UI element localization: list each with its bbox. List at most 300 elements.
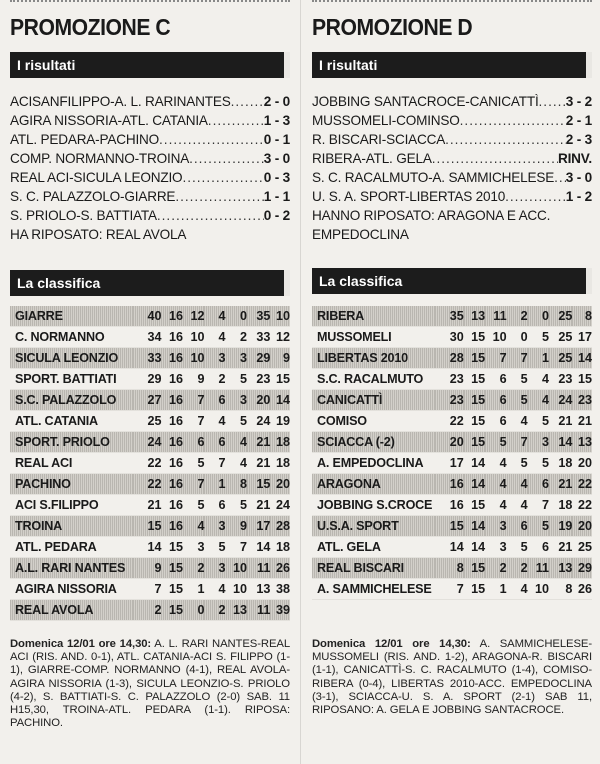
leader-dots	[182, 168, 263, 187]
team-name: REAL BISCARI	[312, 558, 435, 579]
stat-cell: 16	[449, 498, 464, 512]
stat-cell: 4	[520, 582, 528, 596]
stat-cell: 17	[577, 330, 592, 344]
match-name: U. S. A. SPORT-LIBERTAS 2010	[312, 189, 506, 204]
stat-cell: 3	[204, 558, 225, 579]
stat-cell: 7	[485, 348, 506, 369]
stat-cell: 4	[520, 498, 528, 512]
results-header: I risultati	[312, 52, 592, 78]
stat-cell: 2	[133, 600, 162, 621]
team-name: A. SAMMICHELESE	[317, 582, 432, 596]
stat-cell: 4	[218, 582, 226, 596]
match-name: REAL ACI-SICULA LEONZIO	[10, 170, 183, 185]
stat-cell: 8	[572, 306, 592, 327]
results-list	[10, 92, 290, 244]
stat-cell: 22	[449, 414, 464, 428]
stat-cell: 15	[471, 582, 486, 596]
stat-cell: 9	[226, 516, 247, 537]
stat-cell: 6	[499, 414, 507, 428]
match-score: 1 - 3	[263, 113, 290, 128]
team-name: SPORT. BATTIATI	[15, 372, 117, 386]
leader-dots	[231, 92, 264, 111]
team-name: S.C. PALAZZOLO	[10, 390, 133, 411]
stat-cell: 3	[204, 348, 225, 369]
stat-cell: 10	[226, 558, 247, 579]
stat-cell: 5	[485, 432, 506, 453]
standings-table	[312, 306, 592, 600]
standings-row	[10, 306, 290, 327]
match-score: 3 - 0	[565, 170, 592, 185]
stat-cell: 2	[218, 372, 226, 386]
stat-cell: 10	[492, 330, 507, 344]
stat-cell: 16	[435, 474, 464, 495]
standings-row	[10, 579, 290, 600]
stat-cell: 23	[572, 390, 592, 411]
stat-cell: 10	[535, 582, 550, 596]
stat-cell: 14	[471, 540, 486, 554]
result-row	[10, 206, 290, 225]
stat-cell: 19	[549, 516, 572, 537]
standings-row	[10, 411, 290, 432]
stat-cell: 5	[239, 372, 247, 386]
stat-cell: 18	[270, 432, 290, 453]
match-score: 1 - 1	[263, 189, 290, 204]
match-score: 0 - 3	[263, 170, 290, 185]
leader-dots	[554, 168, 566, 187]
standings-row	[10, 453, 290, 474]
stat-cell: 16	[168, 498, 183, 512]
stat-cell: 5	[542, 330, 550, 344]
match-name: ATL. PEDARA-PACHINO	[10, 132, 160, 147]
match-name: S. C. RACALMUTO-A. SAMMICHELESE	[312, 170, 555, 185]
stat-cell: 4	[239, 456, 247, 470]
stat-cell: 4	[218, 414, 226, 428]
match-score: 0 - 2	[263, 208, 290, 223]
stat-cell: 2	[204, 600, 225, 621]
stat-cell: 7	[183, 390, 204, 411]
promozione-d-column	[312, 12, 592, 244]
match-score: 0 - 1	[263, 132, 290, 147]
stat-cell: 3	[197, 540, 205, 554]
stat-cell: 15	[161, 558, 182, 579]
standings-row	[10, 432, 290, 453]
stat-cell: 21	[558, 414, 573, 428]
standings-row	[312, 327, 592, 348]
stat-cell: 33	[256, 330, 271, 344]
stat-cell: 15	[464, 348, 485, 369]
rest-note: HANNO RIPOSATO: ARAGONA E ACC. EMPEDOCLINA	[312, 208, 551, 242]
stat-cell: 21	[147, 498, 162, 512]
result-row	[312, 92, 592, 111]
stat-cell: 14	[256, 540, 271, 554]
stat-cell: 4	[218, 330, 226, 344]
stat-cell: 3	[204, 516, 225, 537]
stat-cell: 28	[435, 348, 464, 369]
stat-cell: 5	[520, 456, 528, 470]
results-header: I risultati	[10, 52, 290, 78]
stat-cell: 14	[471, 456, 486, 470]
stat-cell: 14	[147, 540, 162, 554]
stat-cell: 16	[168, 414, 183, 428]
stat-cell: 4	[204, 306, 225, 327]
result-row	[10, 187, 290, 206]
stat-cell: 5	[542, 456, 550, 470]
match-name: S. PRIOLO-S. BATTIATA	[10, 208, 157, 223]
leader-dots	[432, 149, 558, 168]
stat-cell: 20	[572, 516, 592, 537]
stat-cell: 6	[183, 432, 204, 453]
stat-cell: 4	[499, 456, 507, 470]
stat-cell: 10	[183, 348, 204, 369]
standings-row	[10, 348, 290, 369]
stat-cell: 11	[247, 600, 270, 621]
stat-cell: 24	[275, 498, 290, 512]
stat-cell: 13	[572, 432, 592, 453]
standings-row	[312, 558, 592, 579]
stat-cell: 25	[549, 306, 572, 327]
stat-cell: 27	[133, 390, 162, 411]
stat-cell: 2	[183, 558, 204, 579]
stat-cell: 15	[275, 372, 290, 386]
stat-cell: 25	[549, 348, 572, 369]
stat-cell: 4	[528, 390, 549, 411]
team-name: GIARRE	[10, 306, 133, 327]
stat-cell: 10	[270, 306, 290, 327]
standings-table	[10, 306, 290, 621]
stat-cell: 21	[558, 540, 573, 554]
match-score: 2 - 1	[565, 113, 592, 128]
stat-cell: 35	[435, 306, 464, 327]
stat-cell: 6	[507, 516, 528, 537]
stat-cell: 8	[435, 558, 464, 579]
match-name: S. C. PALAZZOLO-GIARRE	[10, 189, 176, 204]
stat-cell: 7	[154, 582, 162, 596]
stat-cell: 2	[239, 330, 247, 344]
stat-cell: 3	[226, 390, 247, 411]
stat-cell: 15	[435, 516, 464, 537]
team-name: ACI S.FILIPPO	[15, 498, 99, 512]
team-name: CANICATTÌ	[312, 390, 435, 411]
stat-cell: 6	[204, 390, 225, 411]
stat-cell: 15	[133, 516, 162, 537]
standings-row	[312, 579, 592, 600]
stat-cell: 25	[558, 330, 573, 344]
stat-cell: 34	[147, 330, 162, 344]
result-row	[10, 111, 290, 130]
stat-cell: 4	[542, 372, 550, 386]
stat-cell: 21	[247, 432, 270, 453]
standings-row	[312, 390, 592, 411]
result-row	[312, 187, 592, 206]
stat-cell: 15	[577, 372, 592, 386]
stat-cell: 1	[204, 474, 225, 495]
stat-cell: 33	[133, 348, 162, 369]
stat-cell: 0	[528, 306, 549, 327]
stat-cell: 16	[161, 474, 182, 495]
stat-cell: 1	[499, 582, 507, 596]
stat-cell: 20	[435, 432, 464, 453]
stat-cell: 19	[275, 414, 290, 428]
team-name: ATL. PEDARA	[15, 540, 97, 554]
standings-header-right: La classifica	[312, 268, 592, 294]
next-round-head: Domenica 12/01 ore 14,30:	[10, 638, 152, 650]
stat-cell: 20	[270, 474, 290, 495]
standings-row	[10, 537, 290, 558]
stat-cell: 14	[572, 348, 592, 369]
standings-row	[312, 537, 592, 558]
stat-cell: 3	[528, 432, 549, 453]
stat-cell: 7	[542, 498, 550, 512]
stat-cell: 39	[270, 600, 290, 621]
next-round-text: A. SAMMICHELESE-MUSSOMELI (RIS. AND. 1-2), ARAGONA-R. BISCARI (1-1), CANICATTÌ-S. C. RACALMUTO (1-4), COMISO-RIBERA (0-4), LIBERTAS 2010-ACC. EMPEDOCLINA (3-1), SCIACCA-U. S. A. SPORT (2-1) SAB 11, RIPOSANO: A. GELA E JOBBING SANTACROCE.	[312, 638, 592, 717]
standings-row	[10, 327, 290, 348]
stat-cell: 13	[226, 600, 247, 621]
stat-cell: 21	[577, 414, 592, 428]
stat-cell: 29	[572, 558, 592, 579]
stat-cell: 21	[549, 474, 572, 495]
stat-cell: 3	[485, 516, 506, 537]
standings-row	[312, 369, 592, 390]
standings-table-right-wrap	[312, 306, 592, 600]
team-name: TROINA	[10, 516, 133, 537]
stat-cell: 15	[464, 432, 485, 453]
stat-cell: 29	[247, 348, 270, 369]
team-name: REAL ACI	[15, 456, 73, 470]
stat-cell: 30	[449, 330, 464, 344]
stat-cell: 15	[247, 474, 270, 495]
stat-cell: 3	[226, 348, 247, 369]
result-row	[10, 130, 290, 149]
stat-cell: 8	[226, 474, 247, 495]
column-divider	[300, 0, 301, 764]
team-name: AGIRA NISSORIA	[15, 582, 117, 596]
result-row	[312, 149, 592, 168]
stat-cell: 6	[542, 540, 550, 554]
match-name: JOBBING SANTACROCE-CANICATTÌ	[312, 94, 539, 109]
stat-cell: 15	[471, 414, 486, 428]
stat-cell: 4	[507, 474, 528, 495]
leader-dots	[189, 149, 264, 168]
stat-cell: 25	[147, 414, 162, 428]
leader-dots	[175, 187, 263, 206]
stat-cell: 5	[197, 456, 205, 470]
team-name: A. EMPEDOCLINA	[317, 456, 424, 470]
stat-cell: 1	[197, 582, 205, 596]
stat-cell: 15	[471, 372, 486, 386]
stat-cell: 23	[435, 390, 464, 411]
stat-cell: 12	[183, 306, 204, 327]
stat-cell: 25	[577, 540, 592, 554]
stat-cell: 11	[247, 558, 270, 579]
stat-cell: 5	[520, 540, 528, 554]
stat-cell: 28	[270, 516, 290, 537]
match-name: MUSSOMELI-COMINSO	[312, 113, 460, 128]
stat-cell: 18	[275, 540, 290, 554]
team-name: ARAGONA	[312, 474, 435, 495]
stat-cell: 9	[270, 348, 290, 369]
stat-cell: 20	[577, 456, 592, 470]
stat-cell: 14	[549, 432, 572, 453]
stat-cell: 7	[218, 456, 226, 470]
standings-row	[312, 474, 592, 495]
stat-cell: 6	[218, 498, 226, 512]
stat-cell: 2	[507, 558, 528, 579]
stat-cell: 35	[247, 306, 270, 327]
stat-cell: 6	[499, 372, 507, 386]
next-round-head: Domenica 12/01 ore 14,30:	[312, 638, 471, 650]
stat-cell: 23	[449, 372, 464, 386]
team-name: ATL. GELA	[317, 540, 381, 554]
stat-cell: 4	[520, 414, 528, 428]
standings-row	[312, 411, 592, 432]
top-dotted-rule-left	[10, 0, 290, 6]
stat-cell: 7	[507, 348, 528, 369]
stat-cell: 5	[528, 516, 549, 537]
match-name: R. BISCARI-SCIACCA	[312, 132, 446, 147]
stat-cell: 16	[161, 390, 182, 411]
team-name: RIBERA	[312, 306, 435, 327]
result-row	[10, 149, 290, 168]
leader-dots	[445, 130, 566, 149]
stat-cell: 10	[232, 582, 247, 596]
standings-header-left: La classifica	[10, 270, 290, 296]
result-row	[10, 92, 290, 111]
stat-cell: 15	[464, 390, 485, 411]
stat-cell: 7	[239, 540, 247, 554]
stat-cell: 18	[558, 498, 573, 512]
stat-cell: 26	[577, 582, 592, 596]
stat-cell: 14	[464, 516, 485, 537]
stat-cell: 24	[549, 390, 572, 411]
stat-cell: 17	[449, 456, 464, 470]
leader-dots	[460, 111, 566, 130]
stat-cell: 16	[161, 348, 182, 369]
leader-dots	[157, 206, 264, 225]
match-score: 2 - 0	[263, 94, 290, 109]
stat-cell: 0	[226, 306, 247, 327]
stat-cell: 29	[147, 372, 162, 386]
stat-cell: 14	[270, 390, 290, 411]
stat-cell: 15	[471, 498, 486, 512]
result-row	[10, 168, 290, 187]
stat-cell: 16	[168, 372, 183, 386]
stat-cell: 16	[161, 306, 182, 327]
stat-cell: 20	[247, 390, 270, 411]
stat-cell: 13	[256, 582, 271, 596]
leader-dots	[159, 130, 264, 149]
stat-cell: 21	[256, 456, 271, 470]
stat-cell: 2	[485, 558, 506, 579]
stat-cell: 26	[270, 558, 290, 579]
leader-dots	[539, 92, 566, 111]
match-name: AGIRA NISSORIA-ATL. CATANIA	[10, 113, 208, 128]
standings-row	[312, 516, 592, 537]
stat-cell: 1	[528, 348, 549, 369]
stat-cell: 16	[168, 330, 183, 344]
stat-cell: 22	[147, 456, 162, 470]
stat-cell: 22	[577, 498, 592, 512]
stat-cell: 3	[499, 540, 507, 554]
stat-cell: 16	[161, 432, 182, 453]
match-score: 3 - 2	[565, 94, 592, 109]
stat-cell: 17	[247, 516, 270, 537]
match-score: 3 - 0	[263, 151, 290, 166]
standings-row	[10, 495, 290, 516]
stat-cell: 8	[565, 582, 573, 596]
standings-row	[312, 453, 592, 474]
standings-row	[10, 474, 290, 495]
team-name: S.C. RACALMUTO	[317, 372, 424, 386]
stat-cell: 14	[464, 474, 485, 495]
match-score: RINV.	[557, 151, 592, 166]
result-row	[312, 130, 592, 149]
match-name: COMP. NORMANNO-TROINA	[10, 151, 190, 166]
stat-cell: 5	[218, 540, 226, 554]
stat-cell: 6	[204, 432, 225, 453]
standings-row	[10, 369, 290, 390]
section-title: PROMOZIONE C	[10, 14, 171, 40]
stat-cell: 22	[572, 474, 592, 495]
top-dotted-rule-right	[312, 0, 592, 6]
stat-cell: 7	[197, 414, 205, 428]
stat-cell: 2	[507, 306, 528, 327]
leader-dots	[208, 111, 264, 130]
stat-cell: 12	[275, 330, 290, 344]
stat-cell: 6	[485, 390, 506, 411]
stat-cell: 23	[256, 372, 271, 386]
stat-cell: 7	[507, 432, 528, 453]
team-name: A.L. RARI NANTES	[10, 558, 133, 579]
stat-cell: 4	[499, 498, 507, 512]
team-name: REAL AVOLA	[10, 600, 133, 621]
stat-cell: 9	[197, 372, 205, 386]
match-score: 2 - 3	[565, 132, 592, 147]
stat-cell: 11	[528, 558, 549, 579]
stat-cell: 0	[183, 600, 204, 621]
stat-cell: 18	[558, 456, 573, 470]
stat-cell: 22	[133, 474, 162, 495]
stat-cell: 11	[485, 306, 506, 327]
stat-cell: 4	[485, 474, 506, 495]
stat-cell: 24	[133, 432, 162, 453]
standings-row	[312, 306, 592, 327]
stat-cell: 5	[520, 372, 528, 386]
standings-row	[312, 495, 592, 516]
stat-cell: 15	[471, 330, 486, 344]
rest-note: HA RIPOSATO: REAL AVOLA	[10, 227, 187, 242]
standings-row	[10, 600, 290, 621]
stat-cell: 5	[197, 498, 205, 512]
standings-row	[10, 390, 290, 411]
team-name: COMISO	[317, 414, 367, 428]
result-row	[312, 111, 592, 130]
team-name: C. NORMANNO	[15, 330, 105, 344]
stat-cell: 21	[256, 498, 271, 512]
stat-cell: 40	[133, 306, 162, 327]
stat-cell: 5	[507, 390, 528, 411]
stat-cell: 6	[528, 474, 549, 495]
promozione-c-column	[10, 12, 290, 244]
team-name: SPORT. PRIOLO	[10, 432, 133, 453]
standings-row	[312, 348, 592, 369]
stat-cell: 15	[161, 600, 182, 621]
match-score: 1 - 2	[565, 189, 592, 204]
stat-cell: 14	[449, 540, 464, 554]
stat-cell: 5	[239, 414, 247, 428]
stat-cell: 18	[275, 456, 290, 470]
team-name: ATL. CATANIA	[15, 414, 98, 428]
next-round-note-left	[10, 638, 290, 730]
